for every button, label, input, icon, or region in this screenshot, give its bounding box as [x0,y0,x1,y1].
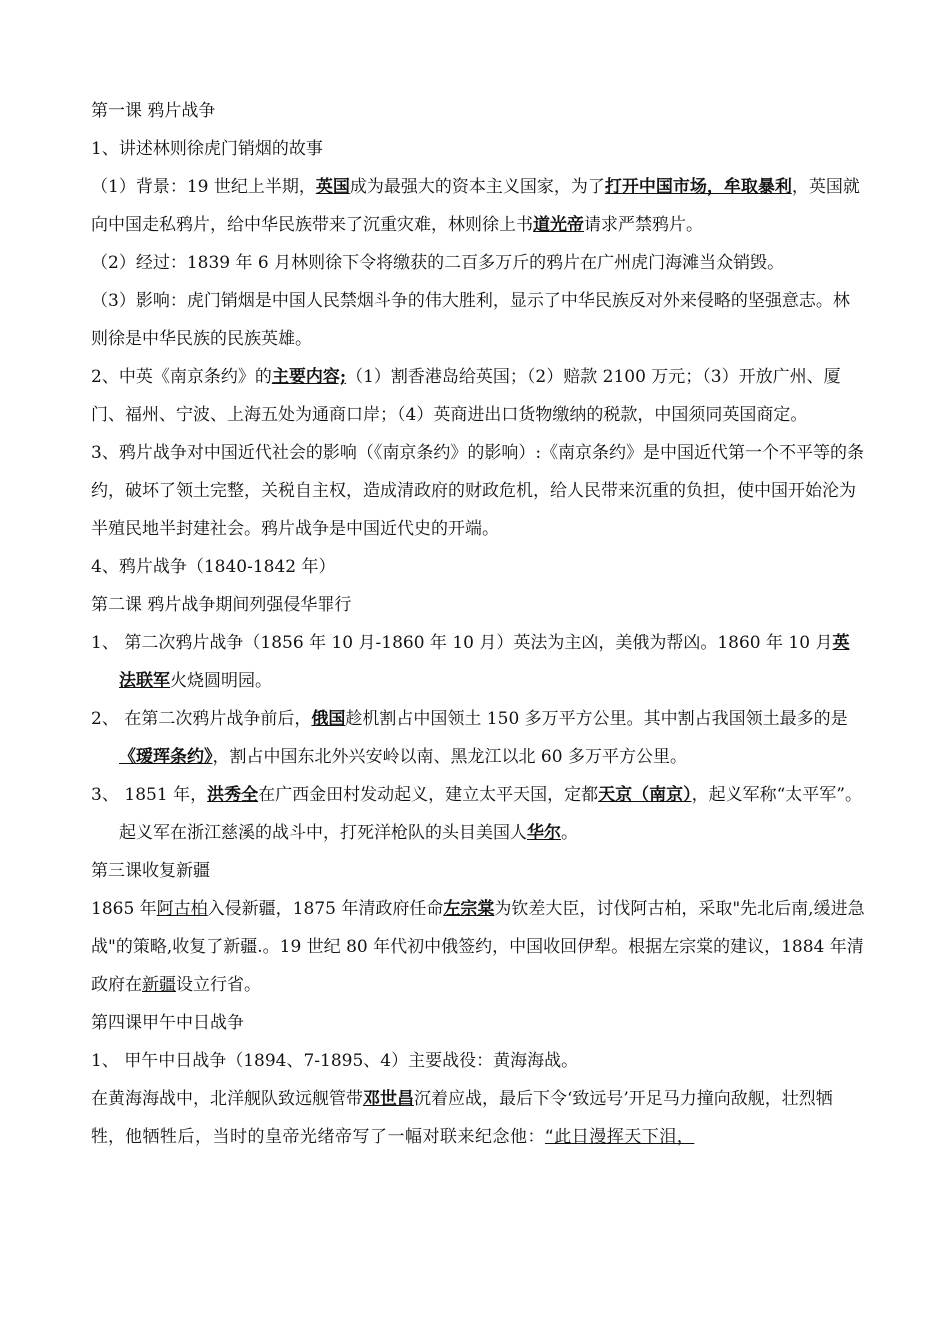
text: （1）割香港岛给英国；（2）赔款 2100 万元；（3）开放广州、厦门、福州、宁波、上海五处为通商口岸；（4）英商进出口货物缴纳的税款，中国须同英国商定。 [91,367,841,425]
keyword-zuo-zongtang: 左宗棠 [443,899,495,919]
keyword-yakub-beg: 阿古柏 [156,899,208,919]
keyword-ward: 华尔 [527,823,561,843]
keyword-deng-shichang: 邓世昌 [363,1089,414,1109]
paragraph-opium-war: 4、鸦片战争（1840-1842 年） [91,557,336,577]
document-page [91,92,866,1156]
lesson-2-item-1 [91,624,866,700]
paragraph-nanjing-treaty [91,358,866,434]
list-number: 2、 [91,709,119,729]
text: ，起义军称“太平军”。起义军在浙江慈溪的战斗中，打死洋枪队的头目美国人 [119,785,862,843]
keyword-aigun-treaty: 《瑷珲条约》 [119,747,213,767]
keyword-allied-forces: 英法联军 [119,633,850,691]
text: 成为最强大的资本主义国家，为了 [349,177,605,197]
keyword-england: 英国 [315,177,350,197]
text: 沉着应战，最后下令‘致远号’开足马力撞向敌舰，壮烈牺牲， [91,1089,833,1147]
paragraph-process: （2）经过：1839 年 6 月林则徐下令将缴获的二百多万斤的鸦片在广州虎门海滩当众销毁。 [91,253,785,273]
text: 设立行省。 [176,975,261,995]
text: ，割占中国东北外兴安岭以南、黑龙江以北 60 多万平方公里。 [212,747,687,767]
lesson-2-item-3 [91,776,866,852]
paragraph-xinjiang [91,890,866,1004]
paragraph-background [91,168,866,244]
lesson-2-title: 第二课 鸦片战争期间列强侵华罪行 [91,595,352,615]
paragraph-impact: （3）影响：虎门销烟是中国人民禁烟斗争的伟大胜利，显示了中华民族反对外来侵略的坚强意志。林则徐是中华民族的民族英雄。 [91,291,850,349]
list-number: 1、 [91,633,119,653]
text: 1851 年， [119,785,208,805]
text: 请求严禁鸦片。 [584,215,703,235]
text: 2、中英《南京条约》的 [91,367,272,387]
text: 火烧圆明园。 [170,671,272,691]
keyword-daoguang: 道光帝 [533,215,584,235]
lesson-4-title: 第四课甲午中日战争 [91,1013,244,1033]
lesson-3-title: 第三课收复新疆 [91,861,210,881]
keyword-hong-xiuquan: 洪秀全 [207,785,259,805]
text: （1）背景：19 世纪上半期， [91,177,316,197]
couplet-quote: “此日漫挥天下泪， [545,1127,695,1147]
keyword-main-content: 主要内容; [271,367,347,387]
text: 入侵新疆，1875 年清政府任命 [207,899,444,919]
text: 在广西金田村发动起义，建立太平天国，定都 [258,785,599,805]
lesson-1-item-1: 1、讲述林则徐虎门销烟的故事 [91,139,323,159]
list-number: 3、 [91,785,119,805]
lesson-1-title: 第一课 鸦片战争 [91,101,216,121]
text: 1865 年 [91,899,157,919]
text: 第二次鸦片战争（1856 年 10 月-1860 年 10 月）英法为主凶，美俄为帮凶。1860 年 10 月 [119,633,833,653]
lesson-2-item-2 [91,700,866,776]
text: 在黄海海战中，北洋舰队致远舰管带 [91,1089,363,1109]
paragraph-deng-shichang [91,1080,866,1156]
text: 为钦差大臣，讨伐阿古柏，采取"先北后南,缓进急战"的策略,收复了新疆.。19 世纪 80 年代初中俄签约，中国收回伊犁。根据左宗棠的建议，1884 年清政府在 [91,899,865,995]
paragraph-war-impact: 3、鸦片战争对中国近代社会的影响（《南京条约》的影响）:《南京条约》是中国近代第一个不平等的条约，破坏了领土完整，关税自主权，造成清政府的财政危机，给人民带来沉重的负担，使中国开始沦为半殖民地半封建社会。鸦片战争是中国近代史的开端。 [91,443,865,539]
lesson-4-item-1: 1、 甲午中日战争（1894、7-1895、4）主要战役：黄海海战。 [91,1051,579,1071]
keyword-tianjing: 天京（南京） [598,785,692,805]
keyword-open-market: 打开中国市场，牟取暴利 [604,177,792,197]
text: 在第二次鸦片战争前后， [119,709,312,729]
text: 他牺牲后，当时的皇帝光绪帝写了一幅对联来纪念他： [125,1127,545,1147]
text: ，英国就向中国走私鸦片，给中华民族带来了沉重灾难，林则徐上书 [91,177,860,235]
text: 趁机割占中国领土 150 多万平方公里。其中割占我国领土最多的是 [345,709,848,729]
keyword-russia: 俄国 [311,709,346,729]
keyword-xinjiang: 新疆 [142,975,176,995]
text: 。 [561,823,578,843]
